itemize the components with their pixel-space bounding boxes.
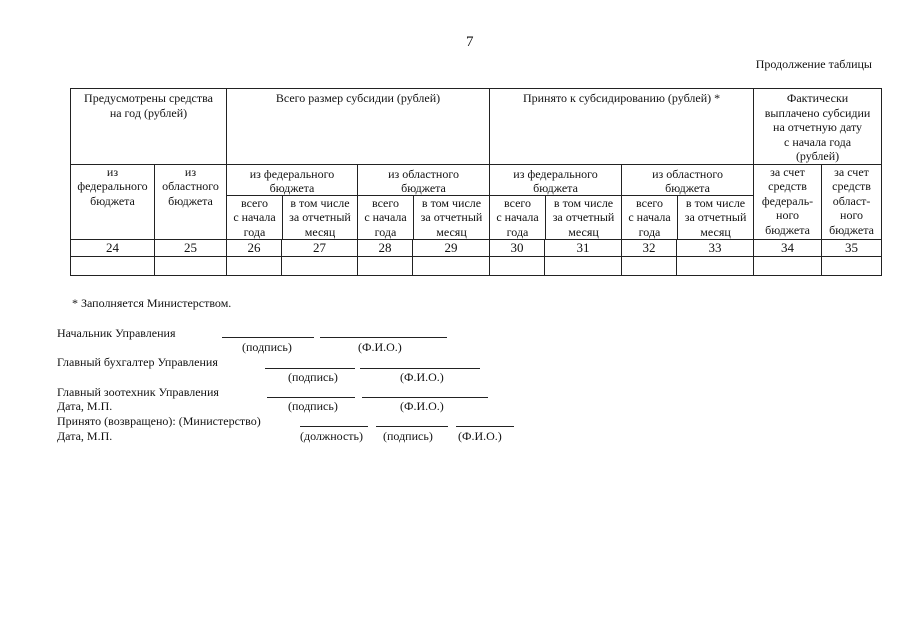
header-accepted-federal [490, 164, 622, 240]
ministry-name-caption: (Ф.И.О.) [458, 429, 502, 443]
accountant-signature-caption: (подпись) [288, 370, 338, 384]
header-planned-funds: Предусмотрены средства на год (рублей) [71, 89, 227, 165]
ministry-position-line [300, 426, 368, 427]
table-cell [822, 257, 882, 276]
head-name-line [320, 337, 447, 338]
ministry-signature-caption: (подпись) [383, 429, 433, 443]
empty-data-row [71, 257, 882, 276]
accountant-signature-line [265, 368, 355, 369]
header-actually-paid: Фактически выплачено субсидии на отчетную дату с начала года (рублей) [754, 89, 882, 165]
header-accepted-for-subsidy: Принято к субсидированию (рублей) * [490, 89, 754, 165]
subsidy-regional-month: в том числе за отчетный месяц [420, 195, 483, 239]
column-number: 33 [677, 240, 754, 257]
subsidy-federal-month: в том числе за отчетный месяц [289, 195, 351, 239]
column-number: 24 [71, 240, 155, 257]
accepted-returned-label: Принято (возвращено): (Министерство) [57, 414, 261, 428]
column-number: 26 [227, 240, 282, 257]
table-cell [622, 257, 677, 276]
table-cell [227, 257, 282, 276]
continuation-label: Продолжение таблицы [755, 57, 872, 71]
ministry-name-line [456, 426, 514, 427]
head-name-caption: (Ф.И.О.) [358, 340, 402, 354]
header-accepted-regional [622, 164, 754, 240]
accepted-federal-label: из федерального бюджета [490, 167, 621, 196]
column-number: 25 [155, 240, 227, 257]
header-actual-regional: за счет средств област- ного бюджета [822, 164, 882, 240]
page-number: 7 [466, 34, 474, 50]
ministry-position-caption: (должность) [300, 429, 363, 443]
table-cell [282, 257, 358, 276]
header-subsidy-regional [358, 164, 490, 240]
table-cell [490, 257, 545, 276]
accepted-regional-total: всего с начала года [622, 196, 678, 240]
zootechnician-signature-line [267, 397, 355, 398]
header-subsidy-federal [227, 164, 358, 240]
column-number: 29 [413, 240, 490, 257]
column-number: 34 [754, 240, 822, 257]
zootechnician-signature-caption: (подпись) [288, 399, 338, 413]
table-cell [545, 257, 622, 276]
subsidy-federal-label: из федерального бюджета [227, 167, 357, 196]
table-cell [754, 257, 822, 276]
date-mp-label-2: Дата, М.П. [57, 429, 113, 443]
table-cell [413, 257, 490, 276]
header-subsidy-total: Всего размер субсидии (рублей) [227, 89, 490, 165]
column-number: 32 [622, 240, 677, 257]
column-number: 27 [282, 240, 358, 257]
subsidy-regional-total: всего с начала года [358, 196, 414, 240]
table-cell [677, 257, 754, 276]
accepted-regional-label: из областного бюджета [622, 167, 753, 196]
zootechnician-name-caption: (Ф.И.О.) [400, 399, 444, 413]
table-cell [155, 257, 227, 276]
subsidy-federal-total: всего с начала года [227, 196, 283, 240]
header-planned-federal: из федерального бюджета [71, 164, 155, 240]
head-of-department-label: Начальник Управления [57, 326, 176, 340]
column-number: 30 [490, 240, 545, 257]
subsidy-table [70, 88, 882, 276]
column-number: 28 [358, 240, 413, 257]
accepted-regional-month: в том числе за отчетный месяц [684, 195, 747, 239]
accountant-name-line [360, 368, 480, 369]
column-number: 31 [545, 240, 622, 257]
accepted-federal-total: всего с начала года [490, 196, 546, 240]
subsidy-regional-label: из областного бюджета [358, 167, 489, 196]
header-planned-regional: из областного бюджета [155, 164, 227, 240]
column-number-row [71, 240, 882, 257]
zootechnician-name-line [362, 397, 488, 398]
chief-zootechnician-label: Главный зоотехник Управления [57, 385, 219, 399]
header-actual-federal: за счет средств федераль- ного бюджета [754, 164, 822, 240]
accountant-name-caption: (Ф.И.О.) [400, 370, 444, 384]
accepted-federal-month: в том числе за отчетный месяц [552, 195, 615, 239]
table-cell [358, 257, 413, 276]
chief-accountant-label: Главный бухгалтер Управления [57, 355, 218, 369]
head-signature-line [222, 337, 314, 338]
ministry-signature-line [376, 426, 448, 427]
head-signature-caption: (подпись) [242, 340, 292, 354]
date-mp-label-1: Дата, М.П. [57, 399, 113, 413]
table-cell [71, 257, 155, 276]
footnote: * Заполняется Министерством. [72, 296, 232, 310]
column-number: 35 [822, 240, 882, 257]
